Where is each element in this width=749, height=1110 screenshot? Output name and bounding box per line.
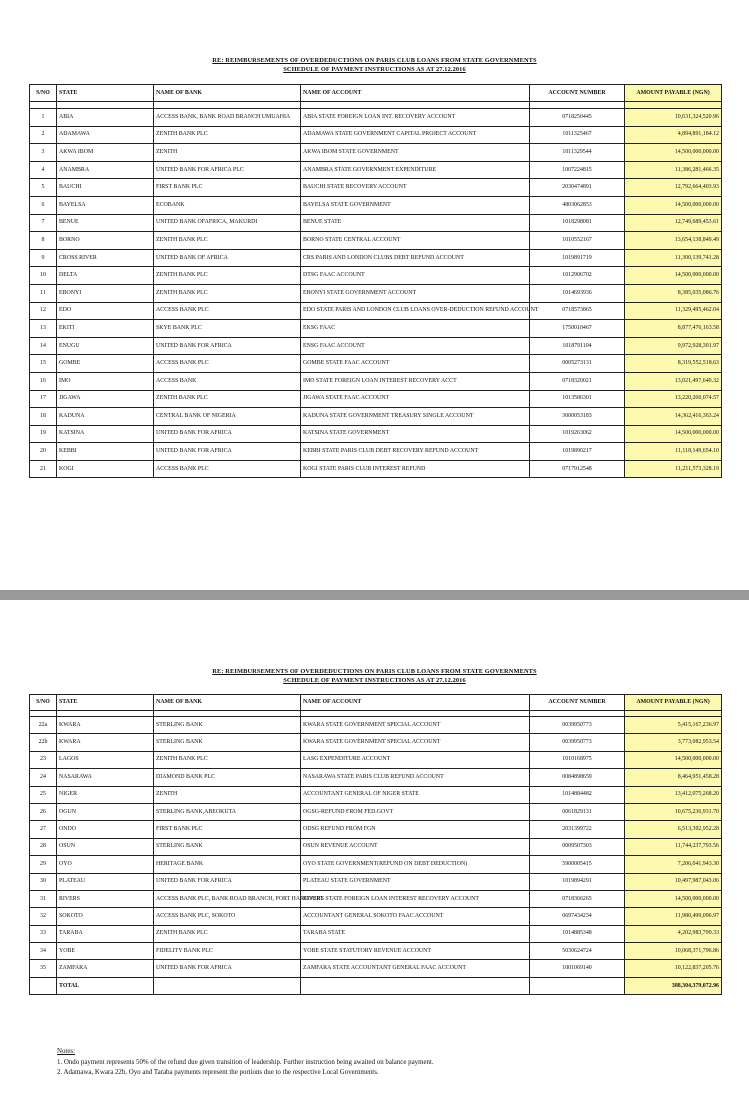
row-sn: 35 xyxy=(30,960,57,977)
row-state: BAYELSA xyxy=(57,196,154,214)
row-state: EDO xyxy=(57,302,154,320)
row-sn: 28 xyxy=(30,838,57,855)
row-bank-name: STERLING BANK xyxy=(154,717,301,734)
header-bank: NAME OF BANK xyxy=(154,85,301,102)
row-account-name: IMO STATE FOREIGN LOAN INTEREST RECOVERY ACCT xyxy=(301,372,530,390)
notes-section xyxy=(57,1047,434,1079)
row-account-name: EBONYI STATE GOVERNMENT ACCOUNT xyxy=(301,284,530,302)
row-bank-name: UNITED BANK FOR AFRICA xyxy=(154,425,301,443)
row-sn: 33 xyxy=(30,925,57,942)
row-sn: 23 xyxy=(30,751,57,768)
row-amount: 11,329,495,462.04 xyxy=(625,302,722,320)
table-row xyxy=(30,144,722,162)
row-state: DELTA xyxy=(57,267,154,285)
row-bank-name: ECOBANK xyxy=(154,196,301,214)
header-amount: AMOUNT PAYABLE (NGN) xyxy=(625,85,722,102)
note-item: 1. Ondo payment represents 50% of the refund due given transition of leadership. Further instruction being awaited on balance payment. xyxy=(57,1058,434,1066)
row-account-number: 1010552167 xyxy=(530,232,625,250)
row-amount: 11,118,149,654.10 xyxy=(625,443,722,461)
row-bank-name: FIDELITY BANK PLC xyxy=(154,943,301,960)
row-bank-name: ACCESS BANK PLC, SOKOTO xyxy=(154,908,301,925)
row-sn: 19 xyxy=(30,425,57,443)
row-bank-name: UNITED BANK FOR AFRICA xyxy=(154,873,301,890)
row-sn: 11 xyxy=(30,284,57,302)
row-amount: 10,497,987,043.06 xyxy=(625,873,722,890)
row-account-name: ZAMFARA STATE ACCOUNTANT GENERAL FAAC ACCOUNT xyxy=(301,960,530,977)
table-row xyxy=(30,425,722,443)
row-account-number: 1014693936 xyxy=(530,284,625,302)
row-account-name: JIGAWA STATE FAAC ACCOUNT xyxy=(301,390,530,408)
row-state: NIGER xyxy=(57,786,154,803)
table-row xyxy=(30,161,722,179)
row-account-number: 2030474891 xyxy=(530,179,625,197)
row-bank-name: DIAMOND BANK PLC xyxy=(154,769,301,786)
row-amount: 8,385,035,086.76 xyxy=(625,284,722,302)
document-title-page-2: RE: REIMBURSEMENTS OF OVERDEDUCTIONS ON PARIS CLUB LOANS FROM STATE GOVERNMENTS xyxy=(212,668,537,675)
row-state: EKITI xyxy=(57,320,154,338)
header-bank: NAME OF BANK xyxy=(154,695,301,711)
notes-heading: Notes: xyxy=(57,1048,75,1055)
row-bank-name: UNITED BANK FOR AFRICA xyxy=(154,337,301,355)
row-sn: 4 xyxy=(30,161,57,179)
row-sn: 1 xyxy=(30,109,57,127)
table-row xyxy=(30,751,722,768)
row-account-number: 0061829131 xyxy=(530,803,625,820)
row-account-name: ENSG FAAC ACCOUNT xyxy=(301,337,530,355)
table-row xyxy=(30,355,722,373)
row-amount: 9,972,928,301.97 xyxy=(625,337,722,355)
table-row xyxy=(30,179,722,197)
row-amount: 14,500,000,000.00 xyxy=(625,144,722,162)
row-sn: 31 xyxy=(30,890,57,907)
row-bank-name: FIRST BANK PLC xyxy=(154,179,301,197)
row-bank-name: UNITED BANK OFAFRICA, MAKURDI xyxy=(154,214,301,232)
row-account-name: ABIA STATE FOREIGN LOAN INT. RECOVERY ACCOUNT xyxy=(301,109,530,127)
row-account-name: ACCOUNTANT GENERAL OF NIGER STATE xyxy=(301,786,530,803)
row-bank-name: ZENITH BANK PLC xyxy=(154,232,301,250)
table-row xyxy=(30,856,722,873)
row-account-number: 1001069140 xyxy=(530,960,625,977)
row-amount: 6,513,392,952.28 xyxy=(625,821,722,838)
row-sn: 12 xyxy=(30,302,57,320)
row-state: KWARA xyxy=(57,734,154,751)
header-account-number: ACCOUNT NUMBER xyxy=(530,695,625,711)
row-account-name: BAYELSA STATE GOVERNMENT xyxy=(301,196,530,214)
row-bank-name: HERITAGE BANK xyxy=(154,856,301,873)
row-account-name: BAUCHI STATE RECOVERY ACCOUNT xyxy=(301,179,530,197)
row-account-name: PLATEAU STATE GOVERNMENT xyxy=(301,873,530,890)
row-sn: 3 xyxy=(30,144,57,162)
row-state: BORNO xyxy=(57,232,154,250)
document-title: RE: REIMBURSEMENTS OF OVERDEDUCTIONS ON PARIS CLUB LOANS FROM STATE GOVERNMENTS xyxy=(212,57,537,64)
row-account-number: 1007224815 xyxy=(530,161,625,179)
row-bank-name: ACCESS BANK, BANK ROAD BRANCH UMUAHIA xyxy=(154,109,301,127)
row-account-number: 1012906702 xyxy=(530,267,625,285)
row-account-name: AKWA IBOM STATE GOVERNMENT xyxy=(301,144,530,162)
row-account-number: 5030624724 xyxy=(530,943,625,960)
row-state: BENUE xyxy=(57,214,154,232)
row-account-name: OGSG-REFUND FROM FED.GOVT xyxy=(301,803,530,820)
table-row xyxy=(30,908,722,925)
row-state: LAGOS xyxy=(57,751,154,768)
row-sn: 5 xyxy=(30,179,57,197)
table-row xyxy=(30,717,722,734)
row-amount: 14,362,416,363.24 xyxy=(625,408,722,426)
row-account-number: 1750010467 xyxy=(530,320,625,338)
table-header-row xyxy=(30,695,722,711)
row-bank-name: ACCESS BANK PLC, BANK ROAD BRANCH, PORT HARCOURT xyxy=(154,890,301,907)
row-amount: 14,500,000,000.00 xyxy=(625,425,722,443)
note-item: 2. Adamawa, Kwara 22b, Oyo and Taraba payments represent the portions due to the respective Local Governments. xyxy=(57,1069,379,1076)
row-account-name: BENUE STATE xyxy=(301,214,530,232)
row-bank-name: UNITED BANK OF AFRICA xyxy=(154,249,301,267)
table-row xyxy=(30,196,722,214)
header-account-number: ACCOUNT NUMBER xyxy=(530,85,625,102)
row-bank-name: STERLING BANK xyxy=(154,838,301,855)
row-state: ONDO xyxy=(57,821,154,838)
row-account-number: 0718320021 xyxy=(530,372,625,390)
row-state: YOBE xyxy=(57,943,154,960)
row-account-number: 0718250445 xyxy=(530,109,625,127)
row-amount: 14,500,000,000.00 xyxy=(625,196,722,214)
row-sn: 22b xyxy=(30,734,57,751)
row-sn: 21 xyxy=(30,460,57,478)
table-row xyxy=(30,960,722,977)
row-state: CROSS RIVER xyxy=(57,249,154,267)
row-bank-name: CENTRAL BANK OF NIGERIA xyxy=(154,408,301,426)
row-state: KATSINA xyxy=(57,425,154,443)
table-row xyxy=(30,126,722,144)
document-page-2 xyxy=(0,600,749,1110)
row-amount: 12,792,664,403.93 xyxy=(625,179,722,197)
row-account-name: KOGI STATE PARIS CLUB INTEREST REFUND xyxy=(301,460,530,478)
row-state: SOKOTO xyxy=(57,908,154,925)
row-sn: 8 xyxy=(30,232,57,250)
row-sn: 13 xyxy=(30,320,57,338)
row-bank-name: ZENITH BANK PLC xyxy=(154,390,301,408)
document-subtitle-page-2: SCHEDULE OF PAYMENT INSTRUCTIONS AS AT 27.12.2016 xyxy=(283,677,466,684)
row-account-name: KWARA STATE GOVERNMENT SPECIAL ACCOUNT xyxy=(301,734,530,751)
row-state: OYO xyxy=(57,856,154,873)
row-account-name: ODSG REFUND FROM FGN xyxy=(301,821,530,838)
row-account-name: RIVERS STATE FOREIGN LOAN INTEREST RECOVERY ACCOUNT xyxy=(301,890,530,907)
row-state: KOGI xyxy=(57,460,154,478)
row-state: JIGAWA xyxy=(57,390,154,408)
table-row xyxy=(30,408,722,426)
row-account-name: LASG EXPENDITURE ACCOUNT xyxy=(301,751,530,768)
header-amount: AMOUNT PAYABLE (NGN) xyxy=(625,695,722,711)
total-row xyxy=(30,977,722,994)
row-state: KWARA xyxy=(57,717,154,734)
row-account-number: 1011329544 xyxy=(530,144,625,162)
row-account-number: 0084898659 xyxy=(530,769,625,786)
table-row xyxy=(30,284,722,302)
table-row xyxy=(30,734,722,751)
row-amount: 10,068,371,796.86 xyxy=(625,943,722,960)
table-row xyxy=(30,925,722,942)
row-amount: 10,675,236,931.70 xyxy=(625,803,722,820)
row-account-name: BORNO STATE CENTRAL ACCOUNT xyxy=(301,232,530,250)
payment-schedule-table-page-1 xyxy=(29,84,722,478)
row-amount: 14,500,000,000.00 xyxy=(625,751,722,768)
total-label: TOTAL xyxy=(57,977,154,994)
row-sn: 25 xyxy=(30,786,57,803)
table-row xyxy=(30,786,722,803)
row-state: ADAMAWA xyxy=(57,126,154,144)
row-amount: 11,744,237,793.56 xyxy=(625,838,722,855)
row-account-number: 1011325467 xyxy=(530,126,625,144)
row-state: KEBBI xyxy=(57,443,154,461)
row-account-number: 4803062853 xyxy=(530,196,625,214)
row-amount: 8,877,476,163.58 xyxy=(625,320,722,338)
row-bank-name: ACCESS BANK xyxy=(154,372,301,390)
row-account-name: DTSG FAAC ACCOUNT xyxy=(301,267,530,285)
row-account-number: 3000053183 xyxy=(530,408,625,426)
row-account-number: 1019891719 xyxy=(530,249,625,267)
table-row xyxy=(30,443,722,461)
row-account-number: 1013586301 xyxy=(530,390,625,408)
row-sn: 26 xyxy=(30,803,57,820)
row-state: RIVERS xyxy=(57,890,154,907)
row-account-name: NASARAWA STATE PARIS CLUB REFUND ACCOUNT xyxy=(301,769,530,786)
row-sn: 17 xyxy=(30,390,57,408)
row-account-number: 0697434234 xyxy=(530,908,625,925)
row-bank-name: ZENITH xyxy=(154,144,301,162)
row-state: KADUNA xyxy=(57,408,154,426)
row-account-number: 1018298081 xyxy=(530,214,625,232)
row-amount: 4,202,983,799.33 xyxy=(625,925,722,942)
row-amount: 4,894,891,184.12 xyxy=(625,126,722,144)
row-bank-name: ACCESS BANK PLC xyxy=(154,355,301,373)
row-account-number: 0718366265 xyxy=(530,890,625,907)
row-state: OGUN xyxy=(57,803,154,820)
payment-schedule-table-page-2 xyxy=(29,694,722,995)
row-account-number: 1019890217 xyxy=(530,443,625,461)
row-account-number: 0009507303 xyxy=(530,838,625,855)
row-amount: 8,464,951,458.28 xyxy=(625,769,722,786)
row-amount: 11,980,499,096.97 xyxy=(625,908,722,925)
row-sn: 10 xyxy=(30,267,57,285)
total-amount: 388,304,379,072.96 xyxy=(625,977,722,994)
row-account-name: ANAMBRA STATE GOVERNMENT EXPENDITURE xyxy=(301,161,530,179)
row-bank-name: ACCESS BANK PLC xyxy=(154,302,301,320)
row-sn: 15 xyxy=(30,355,57,373)
row-sn: 16 xyxy=(30,372,57,390)
row-state: BAUCHI xyxy=(57,179,154,197)
row-state: ABIA xyxy=(57,109,154,127)
row-state: NASARAWA xyxy=(57,769,154,786)
row-account-number: 0717912548 xyxy=(530,460,625,478)
row-state: AKWA IBOM xyxy=(57,144,154,162)
row-state: ENUGU xyxy=(57,337,154,355)
header-account-name: NAME OF ACCOUNT xyxy=(301,85,530,102)
header-state: STATE xyxy=(57,695,154,711)
row-amount: 13,220,260,074.57 xyxy=(625,390,722,408)
row-bank-name: FIRST BANK PLC xyxy=(154,821,301,838)
row-amount: 7,206,041,943.30 xyxy=(625,856,722,873)
row-bank-name: ZENITH BANK PLC xyxy=(154,284,301,302)
table-row xyxy=(30,372,722,390)
row-amount: 13,021,497,640.32 xyxy=(625,372,722,390)
row-sn: 27 xyxy=(30,821,57,838)
row-bank-name: ZENITH BANK PLC xyxy=(154,751,301,768)
row-account-number: 0039950773 xyxy=(530,734,625,751)
table-row xyxy=(30,769,722,786)
row-sn: 7 xyxy=(30,214,57,232)
row-account-number: 5900005415 xyxy=(530,856,625,873)
row-account-number: 0005273131 xyxy=(530,355,625,373)
row-amount: 13,654,138,849.49 xyxy=(625,232,722,250)
row-bank-name: SKYE BANK PLC xyxy=(154,320,301,338)
row-amount: 14,500,000,000.00 xyxy=(625,267,722,285)
row-state: ZAMFARA xyxy=(57,960,154,977)
row-state: ANAMBRA xyxy=(57,161,154,179)
row-bank-name: ZENITH BANK PLC xyxy=(154,925,301,942)
row-bank-name: UNITED BANK FOR AFRICA PLC xyxy=(154,161,301,179)
row-amount: 5,415,167,236.97 xyxy=(625,717,722,734)
row-account-name: EKSG FAAC xyxy=(301,320,530,338)
header-account-name: NAME OF ACCOUNT xyxy=(301,695,530,711)
table-row xyxy=(30,267,722,285)
table-row xyxy=(30,337,722,355)
row-account-number: 1018791104 xyxy=(530,337,625,355)
row-bank-name: UNITED BANK FOR AFRICA xyxy=(154,960,301,977)
row-account-number: 0039950773 xyxy=(530,717,625,734)
row-account-name: CRS PARIS AND LONDON CLUBS DEBT REFUND ACCOUNT xyxy=(301,249,530,267)
row-sn: 2 xyxy=(30,126,57,144)
table-row xyxy=(30,302,722,320)
row-account-name: YOBE STATE STATUTORY REVENUE ACCOUNT xyxy=(301,943,530,960)
row-sn: 29 xyxy=(30,856,57,873)
row-sn: 20 xyxy=(30,443,57,461)
row-account-number: 1010168975 xyxy=(530,751,625,768)
table-row xyxy=(30,943,722,960)
row-account-name: KADUNA STATE GOVERNMENT TREASURY SINGLE ACCOUNT xyxy=(301,408,530,426)
row-state: GOMBE xyxy=(57,355,154,373)
row-state: OSUN xyxy=(57,838,154,855)
table-row xyxy=(30,460,722,478)
row-bank-name: ZENITH xyxy=(154,786,301,803)
table-row xyxy=(30,232,722,250)
row-amount: 8,319,552,518.63 xyxy=(625,355,722,373)
table-header-row xyxy=(30,85,722,102)
row-amount: 12,749,689,453.61 xyxy=(625,214,722,232)
row-state: EBONYI xyxy=(57,284,154,302)
row-account-name: ADAMAWA STATE GOVERNMENT CAPITAL PROJECT ACCOUNT xyxy=(301,126,530,144)
row-amount: 10,122,837,205.76 xyxy=(625,960,722,977)
row-sn: 24 xyxy=(30,769,57,786)
row-amount: 3,773,082,953.54 xyxy=(625,734,722,751)
row-amount: 11,300,139,741.28 xyxy=(625,249,722,267)
row-bank-name: ZENITH BANK PLC xyxy=(154,126,301,144)
row-amount: 10,631,324,520.96 xyxy=(625,109,722,127)
header-sn: S/NO xyxy=(30,695,57,711)
table-row xyxy=(30,803,722,820)
table-row xyxy=(30,821,722,838)
row-sn: 32 xyxy=(30,908,57,925)
row-account-name: OSUN REVENUE ACCOUNT xyxy=(301,838,530,855)
row-amount: 14,500,000,000.00 xyxy=(625,890,722,907)
row-sn: 22a xyxy=(30,717,57,734)
row-account-name: GOMBE STATE FAAC ACCOUNT xyxy=(301,355,530,373)
row-account-name: ACCOUNTANT GENERAL SOKOTO FAAC ACCOUNT xyxy=(301,908,530,925)
row-account-name: KEBBI STATE PARIS CLUB DEBT RECOVERY REFUND ACCOUNT xyxy=(301,443,530,461)
row-account-number: 1019263062 xyxy=(530,425,625,443)
row-account-number: 1014884482 xyxy=(530,786,625,803)
row-account-name: OYO STATE GOVERNMENT(REFUND ON DEBT DEDUCTION) xyxy=(301,856,530,873)
table-row xyxy=(30,320,722,338)
row-sn: 14 xyxy=(30,337,57,355)
header-state: STATE xyxy=(57,85,154,102)
row-sn: 6 xyxy=(30,196,57,214)
document-subtitle: SCHEDULE OF PAYMENT INSTRUCTIONS AS AT 27.12.2016 xyxy=(283,66,466,73)
table-row xyxy=(30,890,722,907)
table-row xyxy=(30,109,722,127)
row-sn: 30 xyxy=(30,873,57,890)
table-row xyxy=(30,214,722,232)
table-row xyxy=(30,838,722,855)
table-row xyxy=(30,249,722,267)
row-amount: 11,211,573,328.19 xyxy=(625,460,722,478)
row-bank-name: ZENITH BANK PLC xyxy=(154,267,301,285)
page-separator xyxy=(0,590,749,600)
row-sn: 18 xyxy=(30,408,57,426)
row-account-name: EDO STATE PARIS AND LONDON CLUB LOANS OVER-DEDUCTION REFUND ACCOUNT xyxy=(301,302,530,320)
row-amount: 13,412,075,268.20 xyxy=(625,786,722,803)
header-sn: S/NO xyxy=(30,85,57,102)
row-account-name: KWARA STATE GOVERNMENT SPECIAL ACCOUNT xyxy=(301,717,530,734)
row-bank-name: STERLING BANK xyxy=(154,734,301,751)
table-spacer-row xyxy=(30,102,722,109)
row-bank-name: ACCESS BANK PLC xyxy=(154,460,301,478)
row-account-name: TARABA STATE xyxy=(301,925,530,942)
table-row xyxy=(30,873,722,890)
row-state: PLATEAU xyxy=(57,873,154,890)
row-account-number: 1019894291 xyxy=(530,873,625,890)
table-row xyxy=(30,390,722,408)
row-sn: 34 xyxy=(30,943,57,960)
row-account-number: 1014885348 xyxy=(530,925,625,942)
row-bank-name: UNITED BANK FOR AFRICA xyxy=(154,443,301,461)
row-sn: 9 xyxy=(30,249,57,267)
row-state: TARABA xyxy=(57,925,154,942)
row-amount: 11,386,281,466.35 xyxy=(625,161,722,179)
row-state: IMO xyxy=(57,372,154,390)
row-account-name: KATSINA STATE GOVERNMENT xyxy=(301,425,530,443)
row-account-number: 2031399722 xyxy=(530,821,625,838)
row-account-number: 0718573865 xyxy=(530,302,625,320)
row-bank-name: STERLING BANK,ABEOKUTA xyxy=(154,803,301,820)
